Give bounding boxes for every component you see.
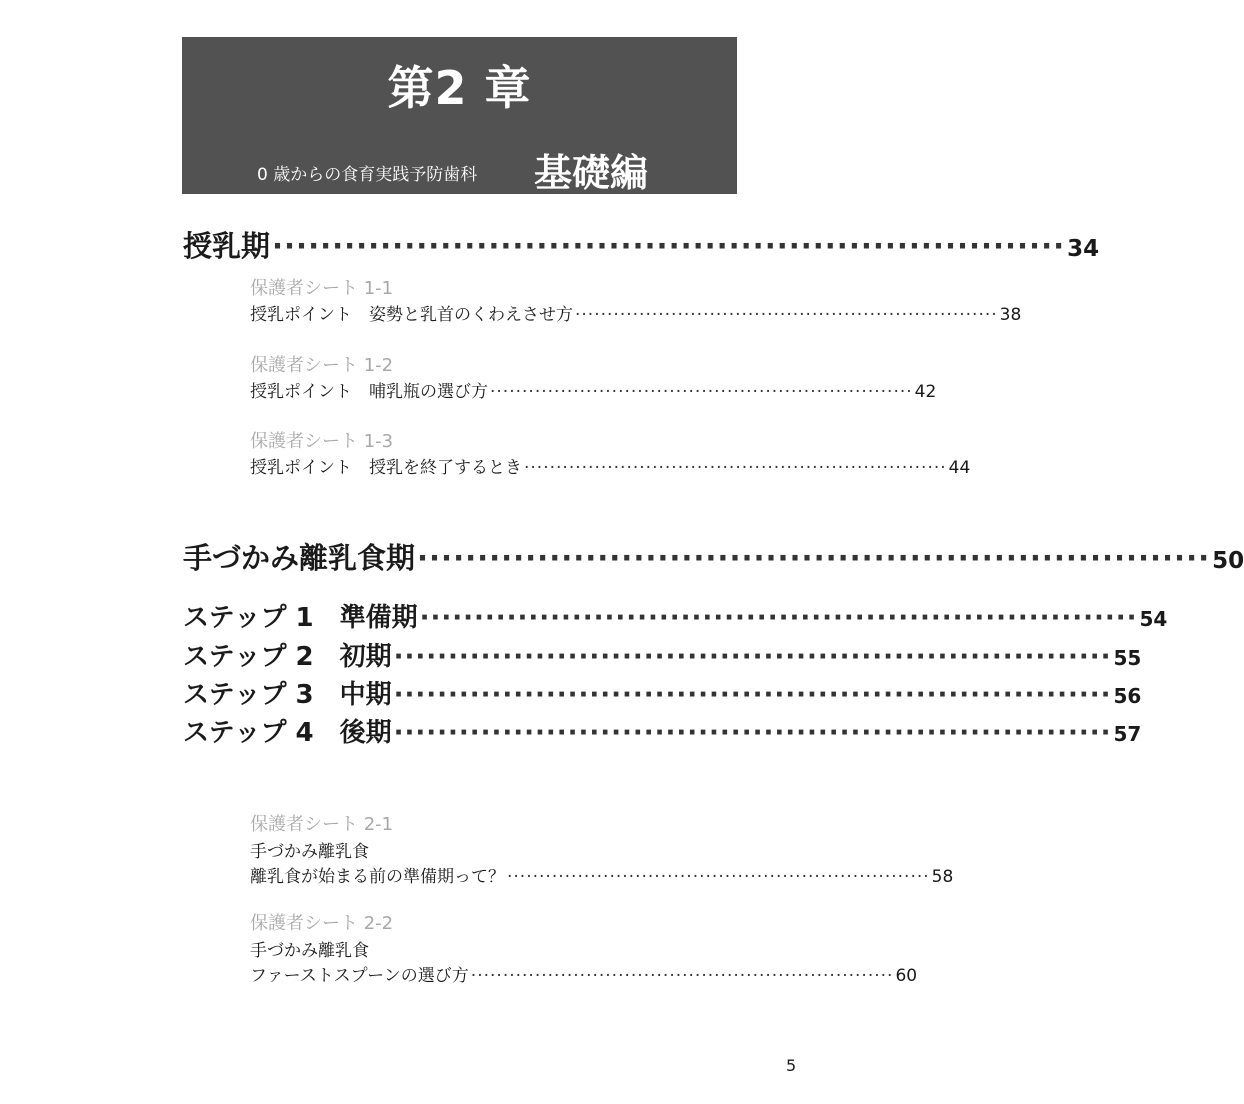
toc-entry-subtitle: 手づかみ離乳食: [250, 842, 369, 862]
chapter-part: 基礎編: [534, 151, 649, 195]
toc-page-number: 42: [914, 382, 937, 402]
toc-entry-sheet-1-3[interactable]: [250, 457, 971, 479]
leader-dots: ··································································: [393, 642, 1112, 672]
toc-page-number: 60: [895, 966, 918, 986]
leader-dots: ··································································: [507, 867, 930, 887]
sheet-label: 保護者シート 2-2: [250, 913, 394, 934]
toc-entry-step-1[interactable]: [183, 602, 1168, 635]
leader-dots: ··································································: [417, 541, 1211, 575]
toc-entry-sheet-1-2[interactable]: [250, 381, 937, 403]
toc-page-number: 38: [999, 305, 1022, 325]
leader-dots: ··································································: [490, 382, 913, 402]
leader-dots: ··································································: [393, 718, 1112, 748]
leader-dots: ··································································: [575, 305, 998, 325]
leader-dots: ··································································: [272, 229, 1066, 263]
leader-dots: ··································································: [419, 603, 1138, 633]
toc-step-title: ステップ 2 初期: [183, 642, 392, 672]
toc-step-title: ステップ 4 後期: [183, 718, 392, 748]
toc-page-number: 57: [1113, 722, 1142, 746]
toc-entry-step-4[interactable]: [183, 717, 1142, 750]
toc-page-number: 56: [1113, 684, 1142, 708]
chapter-title: 第2 章: [387, 61, 532, 115]
chapter-subtitle: 0 歳からの食育実践予防歯科: [257, 165, 478, 185]
sheet-label: 保護者シート 1-1: [250, 278, 394, 299]
toc-entry-section-1[interactable]: [183, 229, 1100, 266]
sheet-label: 保護者シート 2-1: [250, 814, 394, 835]
chapter-banner: [182, 37, 737, 194]
toc-entry-step-3[interactable]: [183, 679, 1142, 712]
toc-entry-sheet-2-2[interactable]: [250, 965, 918, 987]
toc-page-number: 44: [948, 458, 971, 478]
toc-entry-section-2[interactable]: [183, 541, 1244, 578]
sheet-label: 保護者シート 1-2: [250, 355, 394, 376]
toc-page-number: 50: [1212, 548, 1244, 574]
sheet-label: 保護者シート 1-3: [250, 431, 394, 452]
toc-entry-subtitle: 手づかみ離乳食: [250, 941, 369, 961]
toc-entry-title: 授乳ポイント 授乳を終了するとき: [250, 458, 522, 478]
toc-entry-title: 授乳ポイント 哺乳瓶の選び方: [250, 382, 488, 402]
leader-dots: ··································································: [393, 680, 1112, 710]
toc-entry-sheet-2-1[interactable]: [250, 866, 954, 888]
leader-dots: ··································································: [524, 458, 947, 478]
page-number: 5: [786, 1056, 797, 1075]
toc-step-title: ステップ 3 中期: [183, 680, 392, 710]
toc-page-number: 34: [1067, 236, 1100, 262]
toc-entry-sheet-1-1[interactable]: [250, 304, 1022, 326]
toc-step-title: ステップ 1 準備期: [183, 603, 418, 633]
toc-entry-step-2[interactable]: [183, 641, 1142, 674]
toc-entry-title: ファーストスプーンの選び方: [250, 966, 469, 986]
toc-page-number: 54: [1139, 607, 1168, 631]
toc-entry-title: 離乳食が始まる前の準備期って？: [250, 867, 505, 887]
toc-section-title: 手づかみ離乳食期: [183, 541, 416, 575]
toc-section-title: 授乳期: [183, 229, 271, 263]
toc-entry-title: 授乳ポイント 姿勢と乳首のくわえさせ方: [250, 305, 573, 325]
toc-page-number: 58: [931, 867, 954, 887]
toc-page-number: 55: [1113, 646, 1142, 670]
leader-dots: ··································································: [470, 966, 894, 986]
